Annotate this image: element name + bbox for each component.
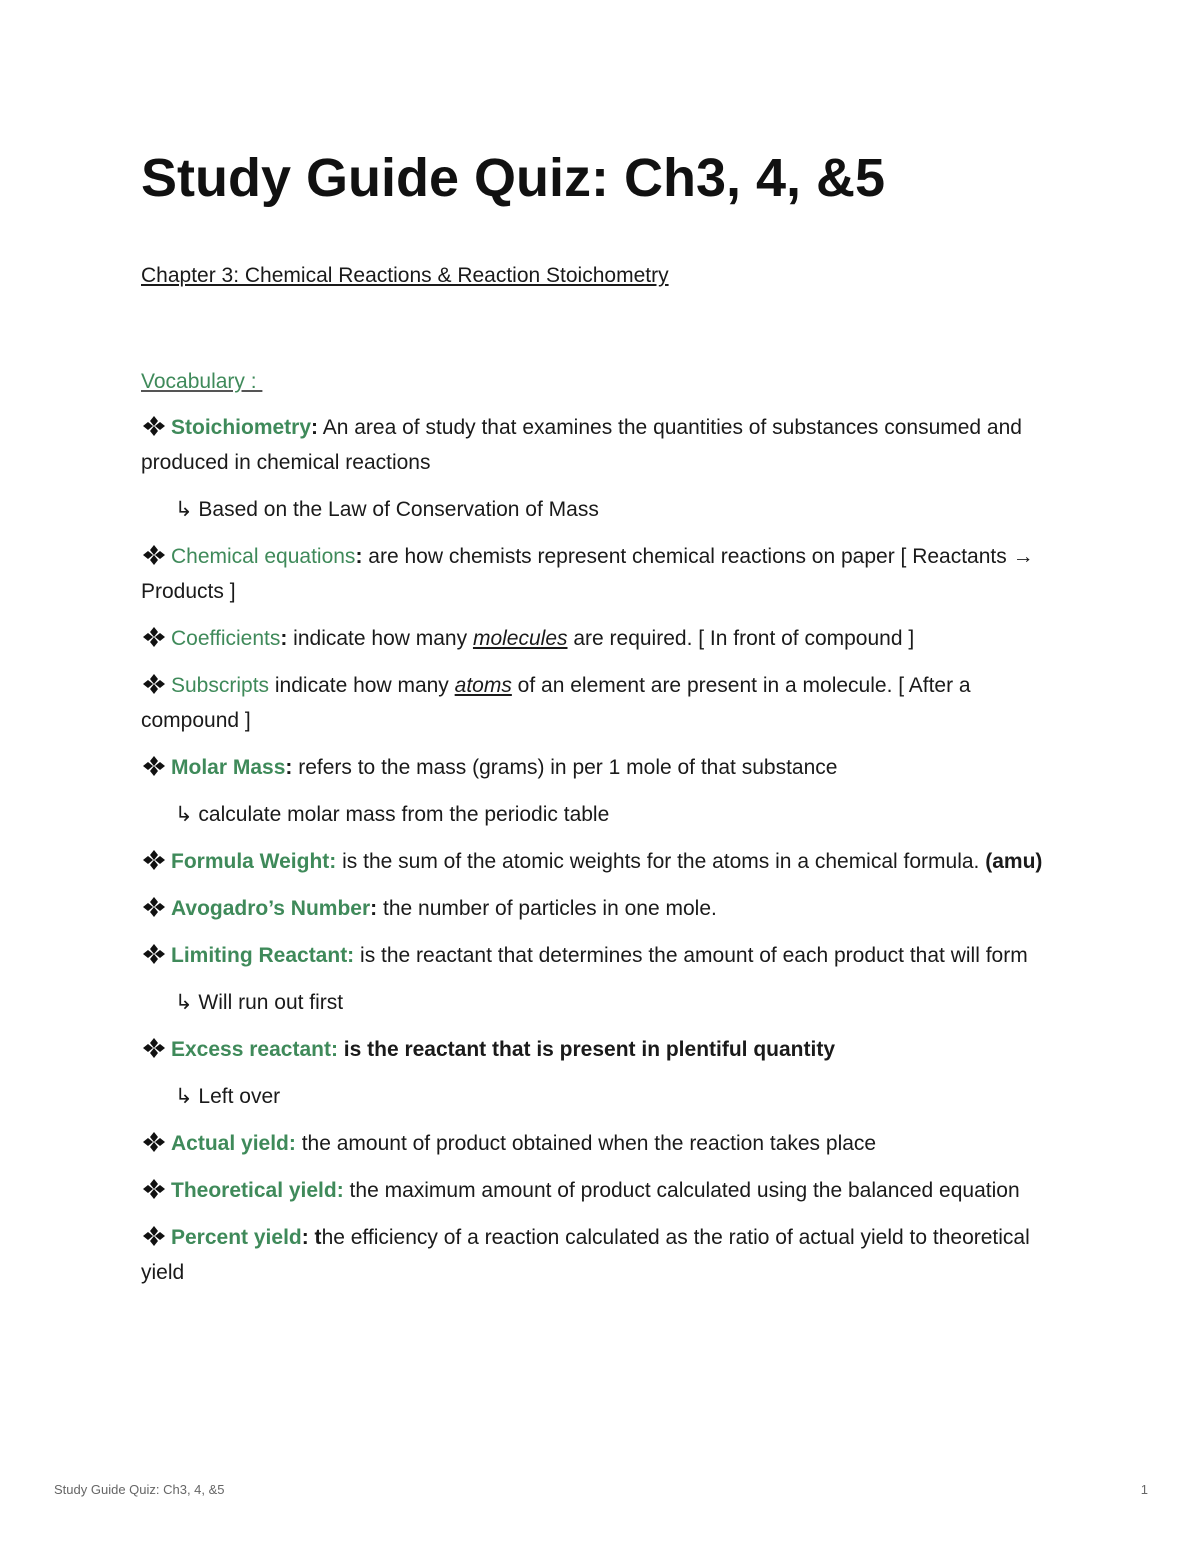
list-item: Coefficients: indicate how many molecules are required. [ In front of compound ] xyxy=(141,621,1061,656)
list-item: Theoretical yield: the maximum amount of product calculated using the balanced equation xyxy=(141,1173,1061,1208)
term-subscripts: Subscripts xyxy=(171,674,270,697)
list-item: Chemical equations: are how chemists represent chemical reactions on paper [ Reactants → Products ] xyxy=(141,545,1034,603)
term-excess-reactant: Excess reactant: xyxy=(171,1038,338,1061)
list-item: Subscripts indicate how many atoms of an element are present in a molecule. [ After a compound ] xyxy=(141,674,971,732)
sub-note: ↳ Based on the Law of Conservation of Mass xyxy=(175,498,599,521)
diamond-bullet-icon xyxy=(141,673,167,695)
list-item: Actual yield: the amount of product obtained when the reaction takes place xyxy=(141,1126,1061,1161)
diamond-bullet-icon xyxy=(141,943,167,965)
diamond-bullet-icon xyxy=(141,896,167,918)
diamond-bullet-icon xyxy=(141,849,167,871)
list-item: Formula Weight: is the sum of the atomic weights for the atoms in a chemical formula. (amu) xyxy=(141,844,1061,879)
diamond-bullet-icon xyxy=(141,626,167,648)
sub-note: ↳ Left over xyxy=(175,1085,281,1108)
diamond-bullet-icon xyxy=(141,755,167,777)
term-avogadros-number: Avogadro’s Number xyxy=(171,897,371,920)
term-stoichiometry: Stoichiometry xyxy=(171,416,312,439)
list-item: Limiting Reactant: is the reactant that determines the amount of each product that will form xyxy=(141,938,1061,973)
term-formula-weight: Formula Weight: xyxy=(171,850,337,873)
term-actual-yield: Actual yield: xyxy=(171,1132,296,1155)
diamond-bullet-icon xyxy=(141,1037,167,1059)
chapter-heading: Chapter 3: Chemical Reactions & Reaction Stoichometry xyxy=(141,264,669,287)
sub-note: ↳ calculate molar mass from the periodic table xyxy=(175,803,610,826)
diamond-bullet-icon xyxy=(141,1131,167,1153)
list-item: Avogadro’s Number: the number of particles in one mole. xyxy=(141,891,1061,926)
list-item: Percent yield: the efficiency of a reaction calculated as the ratio of actual yield to theoretical yield xyxy=(141,1226,1030,1284)
vocabulary-label: Vocabulary : xyxy=(141,370,263,393)
page-number: 1 xyxy=(1140,1482,1148,1497)
term-limiting-reactant: Limiting Reactant: xyxy=(171,944,355,967)
diamond-bullet-icon xyxy=(141,544,167,566)
list-item: Stoichiometry: An area of study that examines the quantities of substances consumed and produced in chemical reactions xyxy=(141,416,1022,474)
vocabulary-list xyxy=(141,410,1061,1302)
term-molar-mass: Molar Mass xyxy=(171,756,286,779)
list-item: Excess reactant: is the reactant that is present in plentiful quantity xyxy=(141,1032,1061,1067)
term-coefficients: Coefficients xyxy=(171,627,281,650)
page-title: Study Guide Quiz: Ch3, 4, &5 xyxy=(141,148,886,208)
term-percent-yield: Percent yield xyxy=(171,1226,302,1249)
diamond-bullet-icon xyxy=(141,1225,167,1247)
term-chemical-equations: Chemical equations xyxy=(171,545,356,568)
footer-title: Study Guide Quiz: Ch3, 4, &5 xyxy=(54,1482,225,1497)
diamond-bullet-icon xyxy=(141,415,167,437)
diamond-bullet-icon xyxy=(141,1178,167,1200)
sub-note: ↳ Will run out first xyxy=(175,991,344,1014)
term-theoretical-yield: Theoretical yield: xyxy=(171,1179,344,1202)
list-item: Molar Mass: refers to the mass (grams) in per 1 mole of that substance xyxy=(141,750,1061,785)
